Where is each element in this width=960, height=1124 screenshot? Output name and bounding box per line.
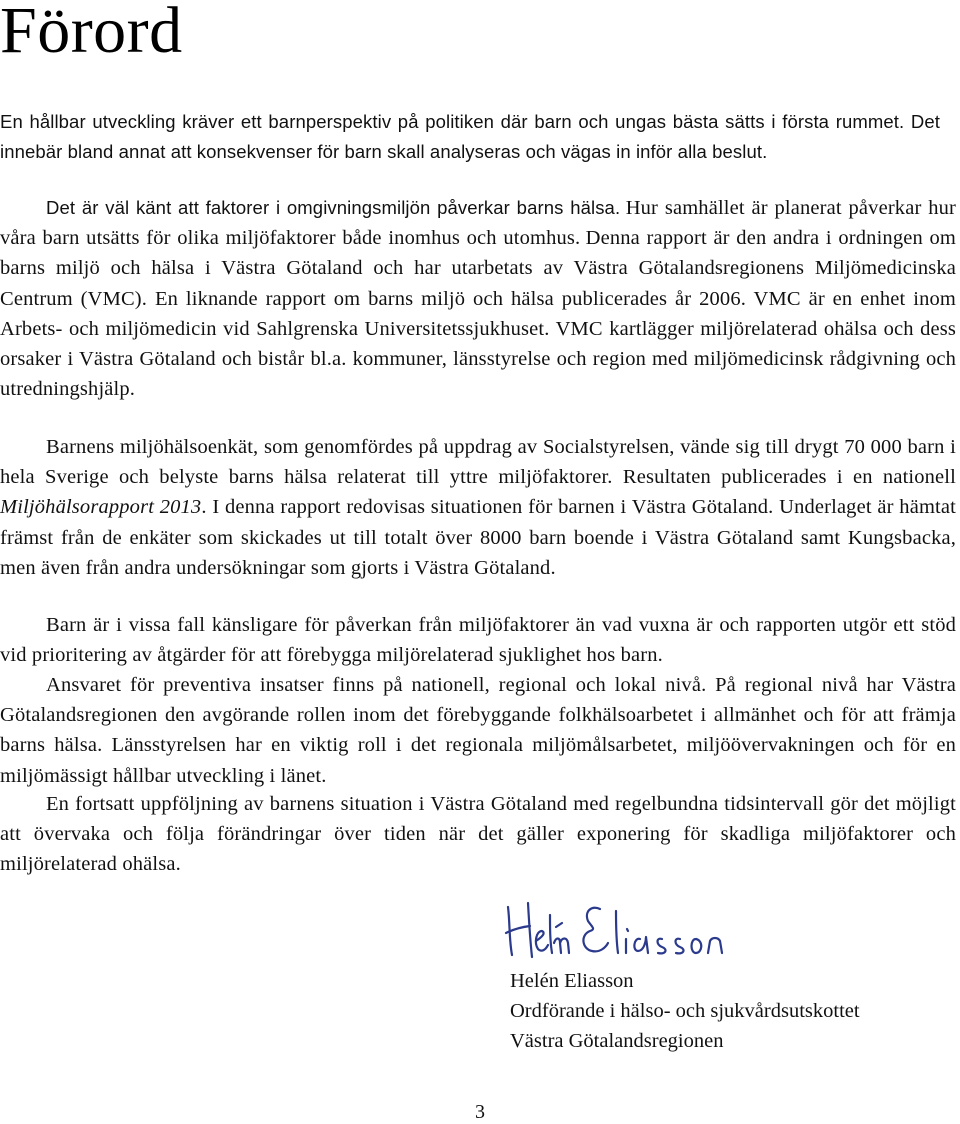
survey-text-after: . I denna rapport redovisas situationen för barnen i Västra Götaland. Underlaget är hämtat främst från de enkäter som skickades ut till totalt över 8000 barn boende i Västra Götaland samt Kungsbacka, men även från andra undersökningar som gjorts i Västra Götaland. bbox=[0, 496, 956, 579]
sensitivity-paragraph: Barn är i vissa fall känsligare för påverkan från miljöfaktorer än vad vuxna är och rapporten utgör ett stöd vid prioritering av åtgärder för att förebygga miljörelaterad sjuklighet hos barn. bbox=[0, 614, 956, 667]
followup-paragraph: En fortsatt uppföljning av barnens situation i Västra Götaland med regelbundna tidsintervall gör det möjligt att övervaka och följa förändringar över tiden när det gäller exponering för skadliga miljöfaktorer och miljörelaterad ohälsa. bbox=[0, 793, 956, 876]
survey-paragraph bbox=[0, 432, 956, 583]
signer-organization: Västra Götalandsregionen bbox=[510, 1030, 724, 1052]
signer-block bbox=[510, 966, 860, 1056]
handwritten-signature bbox=[500, 893, 730, 973]
signer-role: Ordförande i hälso- och sjukvårdsutskottet bbox=[510, 1000, 860, 1022]
intro-paragraph: En hållbar utveckling kräver ett barnperspektiv på politiken där barn och ungas bästa sätts i första rummet. Det innebär bland annat att konsekvenser för barn skall analyseras och vägas in inför alla beslut. bbox=[0, 111, 940, 162]
report-title-reference: Miljöhälsorapport 2013 bbox=[0, 496, 202, 519]
signer-name: Helén Eliasson bbox=[510, 970, 634, 992]
page-title: Förord bbox=[0, 0, 183, 67]
background-paragraph bbox=[0, 193, 956, 404]
background-sentence-1: Det är väl känt att faktorer i omgivningsmiljön påverkar barns hälsa. bbox=[46, 197, 621, 218]
background-sentence-2: Hur samhället är planerat påverkar hur våra barn utsätts för olika miljöfaktorer både inomhus och utomhus. bbox=[0, 197, 956, 250]
responsibility-paragraph: Ansvaret för preventiva insatser finns på nationell, regional och lokal nivå. På regional nivå har Västra Götalandsregionen den avgörande rollen inom det förebyggande folkhälsoarbetet i allmänhet och för att främja barns hälsa. Länsstyrelsen har en viktig roll i det regionala miljömålsarbetet, miljöövervakningen och för en miljömässigt hållbar utveckling i länet. bbox=[0, 674, 956, 787]
report-description: Denna rapport är den andra i ordningen om barns miljö och hälsa i Västra Götaland och har utarbetats av Västra Götalandsregionens Miljömedicinska Centrum (VMC). En liknande rapport om barns miljö och hälsa publicerades år 2006. VMC är en enhet inom Arbets- och miljömedicin vid Sahlgrenska Universitetssjukhuset. VMC kartlägger miljörelaterad ohälsa och dess orsaker i Västra Götaland och bistår bl.a. kommuner, länsstyrelse och region med miljömedicinsk rådgivning och utredningshjälp. bbox=[0, 227, 957, 401]
survey-text-before: Barnens miljöhälsoenkät, som genomfördes på uppdrag av Socialstyrelsen, vände sig till drygt 70 000 barn i hela Sverige och belyste barns hälsa relaterat till yttre miljöfaktorer. Resultaten publicerades i en nationell bbox=[0, 436, 956, 489]
page-number: 3 bbox=[475, 1101, 485, 1123]
signature-strokes bbox=[506, 903, 722, 957]
